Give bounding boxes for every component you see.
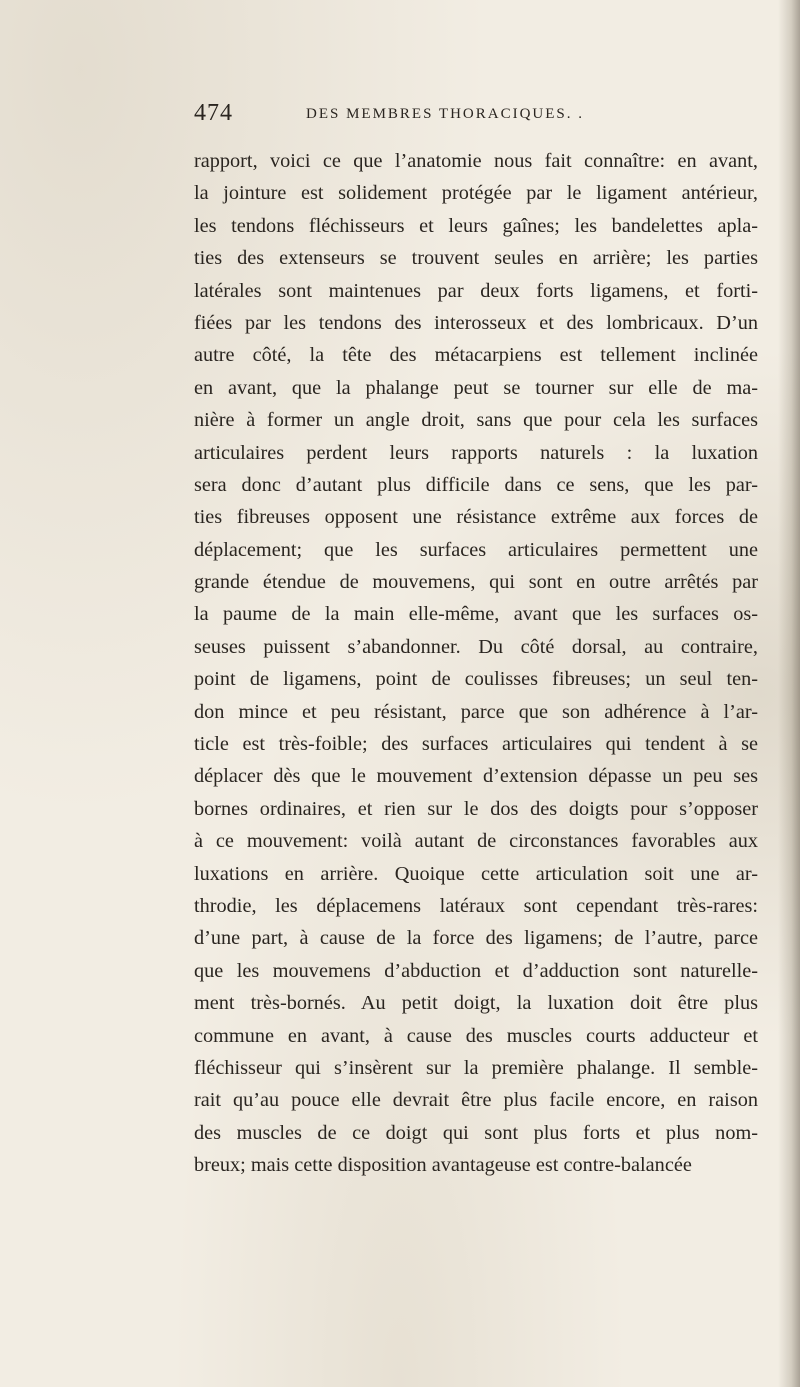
text-line: des muscles de ce doigt qui sont plus forts et plus nom- bbox=[194, 1121, 758, 1144]
text-line: breux; mais cette disposition avantageuse est contre-balancée bbox=[194, 1154, 692, 1177]
text-line: point de ligamens, point de coulisses fibreuses; un seul ten- bbox=[194, 668, 758, 691]
text-line: ment très-bornés. Au petit doigt, la luxation doit être plus bbox=[194, 992, 758, 1015]
text-line: rapport, voici ce que l’anatomie nous fait connaître: en avant, bbox=[194, 150, 758, 172]
text-line: seuses puissent s’abandonner. Du côté dorsal, au contraire, bbox=[194, 635, 758, 658]
text-line: luxations en arrière. Quoique cette articulation soit une ar- bbox=[194, 862, 758, 885]
text-line: articulaires perdent leurs rapports naturels : la luxation bbox=[194, 441, 758, 464]
text-line: bornes ordinaires, et rien sur le dos des doigts pour s’opposer bbox=[194, 797, 758, 820]
text-line: latérales sont maintenues par deux forts ligamens, et forti- bbox=[194, 279, 758, 302]
text-line: d’une part, à cause de la force des ligamens; de l’autre, parce bbox=[194, 927, 758, 950]
text-line: les tendons fléchisseurs et leurs gaînes; les bandelettes apla- bbox=[194, 214, 758, 237]
text-line: que les mouvemens d’abduction et d’adduction sont naturelle- bbox=[194, 959, 758, 982]
text-line: commune en avant, à cause des muscles courts adducteur et bbox=[194, 1024, 758, 1047]
text-line: fléchisseur qui s’insèrent sur la première phalange. Il semble- bbox=[194, 1056, 758, 1079]
text-line: à ce mouvement: voilà autant de circonstances favorables aux bbox=[194, 830, 758, 853]
text-line: autre côté, la tête des métacarpiens est tellement inclinée bbox=[194, 344, 758, 367]
running-title: DES MEMBRES THORACIQUES. . bbox=[306, 106, 585, 122]
text-line: nière à former un angle droit, sans que pour cela les surfaces bbox=[194, 409, 758, 432]
text-line: la jointure est solidement protégée par le ligament antérieur, bbox=[194, 182, 758, 205]
body-text bbox=[194, 145, 758, 1182]
text-line: la paume de la main elle-même, avant que les surfaces os- bbox=[194, 603, 758, 626]
text-line: déplacer dès que le mouvement d’extension dépasse un peu ses bbox=[194, 765, 758, 788]
text-line: grande étendue de mouvemens, qui sont en outre arrêtés par bbox=[194, 571, 758, 594]
page-header bbox=[194, 100, 754, 132]
text-line: en avant, que la phalange peut se tourner sur elle de ma- bbox=[194, 376, 758, 399]
text-line: fiées par les tendons des interosseux et des lombricaux. D’un bbox=[194, 311, 758, 334]
text-line: throdie, les déplacemens latéraux sont cependant très-rares: bbox=[194, 894, 758, 917]
page-edge-shadow bbox=[778, 0, 800, 1387]
text-line: don mince et peu résistant, parce que son adhérence à l’ar- bbox=[194, 700, 758, 723]
text-line: déplacement; que les surfaces articulaires permettent une bbox=[194, 538, 758, 561]
text-line: ties des extenseurs se trouvent seules en arrière; les parties bbox=[194, 247, 758, 270]
text-line: ties fibreuses opposent une résistance extrême aux forces de bbox=[194, 506, 758, 529]
text-line: ticle est très-foible; des surfaces articulaires qui tendent à se bbox=[194, 733, 758, 756]
text-line: sera donc d’autant plus difficile dans ce sens, que les par- bbox=[194, 473, 758, 496]
text-line: rait qu’au pouce elle devrait être plus facile encore, en raison bbox=[194, 1089, 758, 1112]
page-number: 474 bbox=[194, 100, 233, 126]
